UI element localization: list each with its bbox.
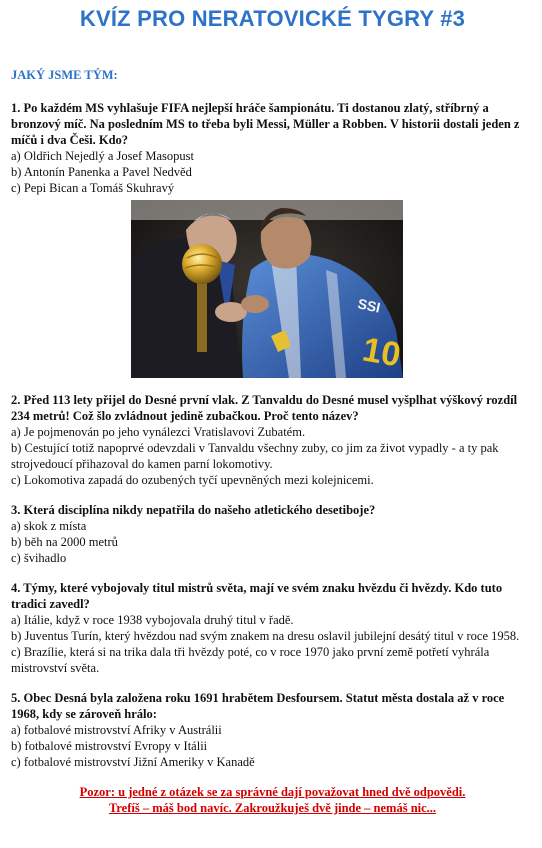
answer-option: a) Oldřich Nejedlý a Josef Masopust xyxy=(11,149,194,163)
answer-option: a) skok z místa xyxy=(11,519,87,533)
question-5 xyxy=(11,690,534,770)
answer-option: b) Juventus Turín, který hvězdou nad svým znakem na dresu oslavil jubilejní desátý titul v roce 1958. xyxy=(11,629,520,643)
question-text: 3. Která disciplína nikdy nepatřila do našeho atletického desetiboje? xyxy=(11,503,376,517)
answer-option: c) fotbalové mistrovství Jižní Ameriky v Kanadě xyxy=(11,755,255,769)
page-title: KVÍZ PRO NERATOVICKÉ TYGRY #3 xyxy=(79,6,466,31)
question-text: 2. Před 113 lety přijel do Desné první vlak. Z Tanvaldu do Desné musel vyšplhat výškový rozdíl 234 metrů! Což šlo zvládnout jedině zubačkou. Proč tento název? xyxy=(11,393,518,423)
answer-option: a) Itálie, když v roce 1938 vybojovala druhý titul v řadě. xyxy=(11,613,294,627)
question-2 xyxy=(11,392,534,488)
jersey-number: 10 xyxy=(359,330,403,375)
answer-option: b) běh na 2000 metrů xyxy=(11,535,118,549)
question-text: 1. Po každém MS vyhlašuje FIFA nejlepší hráče šampionátu. Ti dostanou zlatý, stříbrný a bronzový míč. Na posledním MS to třeba byli Messi, Müller a Robben. V historii dostali jeden z míčů i dva Češi. Kdo? xyxy=(11,101,520,147)
answer-option: b) Cestující totiž napoprvé odevzdali v Tanvaldu všechny zuby, co jim za život vypadly - a ty pak strojvedoucí přihazoval do kamen parní lokomotivy. xyxy=(11,441,499,471)
question-text: 5. Obec Desná byla založena roku 1691 hrabětem Desfoursem. Statut města dostala až v roce 1968, kdy se zároveň hrálo: xyxy=(11,691,505,721)
question-4 xyxy=(11,580,534,676)
answer-option: a) fotbalové mistrovství Afriky v Austrálii xyxy=(11,723,222,737)
jersey-name: SSI xyxy=(355,295,382,316)
answer-option: a) Je pojmenován po jeho vynálezci Vratislavovi Zubatém. xyxy=(11,425,306,439)
answer-option: c) Lokomotiva zapadá do ozubených tyčí upevněných mezi kolejnicemi. xyxy=(11,473,374,487)
answer-option: c) Brazílie, která si na trika dala tři hvězdy poté, co v roce 1970 jako první země potřetí vyhrála mistrovství světa. xyxy=(11,645,490,675)
trophy-stand xyxy=(197,282,207,352)
answer-option: c) Pepi Bican a Tomáš Skuhravý xyxy=(11,181,175,195)
question-3 xyxy=(11,502,534,566)
golden-ball-trophy xyxy=(182,244,222,284)
footer-line-2: Trefíš – máš bod navíc. Zakroužkuješ dvě jinde – nemáš nic... xyxy=(108,801,437,815)
footer-note xyxy=(11,784,534,816)
answer-option: c) švihadlo xyxy=(11,551,67,565)
question-text: 4. Týmy, které vybojovaly titul mistrů světa, mají ve svém znaku hvězdu či hvězdy. Kdo tuto tradici zavedl? xyxy=(11,581,503,611)
question-1 xyxy=(11,100,534,196)
answer-option: b) Antonín Panenka a Pavel Nedvěd xyxy=(11,165,192,179)
answer-option: b) fotbalové mistrovství Evropy v Itálii xyxy=(11,739,208,753)
section-heading: JAKÝ JSME TÝM: xyxy=(11,68,118,82)
photo-golden-ball-award xyxy=(131,200,403,378)
footer-line-1: Pozor: u jedné z otázek se za správné dají považovat hned dvě odpovědi. xyxy=(79,785,466,799)
